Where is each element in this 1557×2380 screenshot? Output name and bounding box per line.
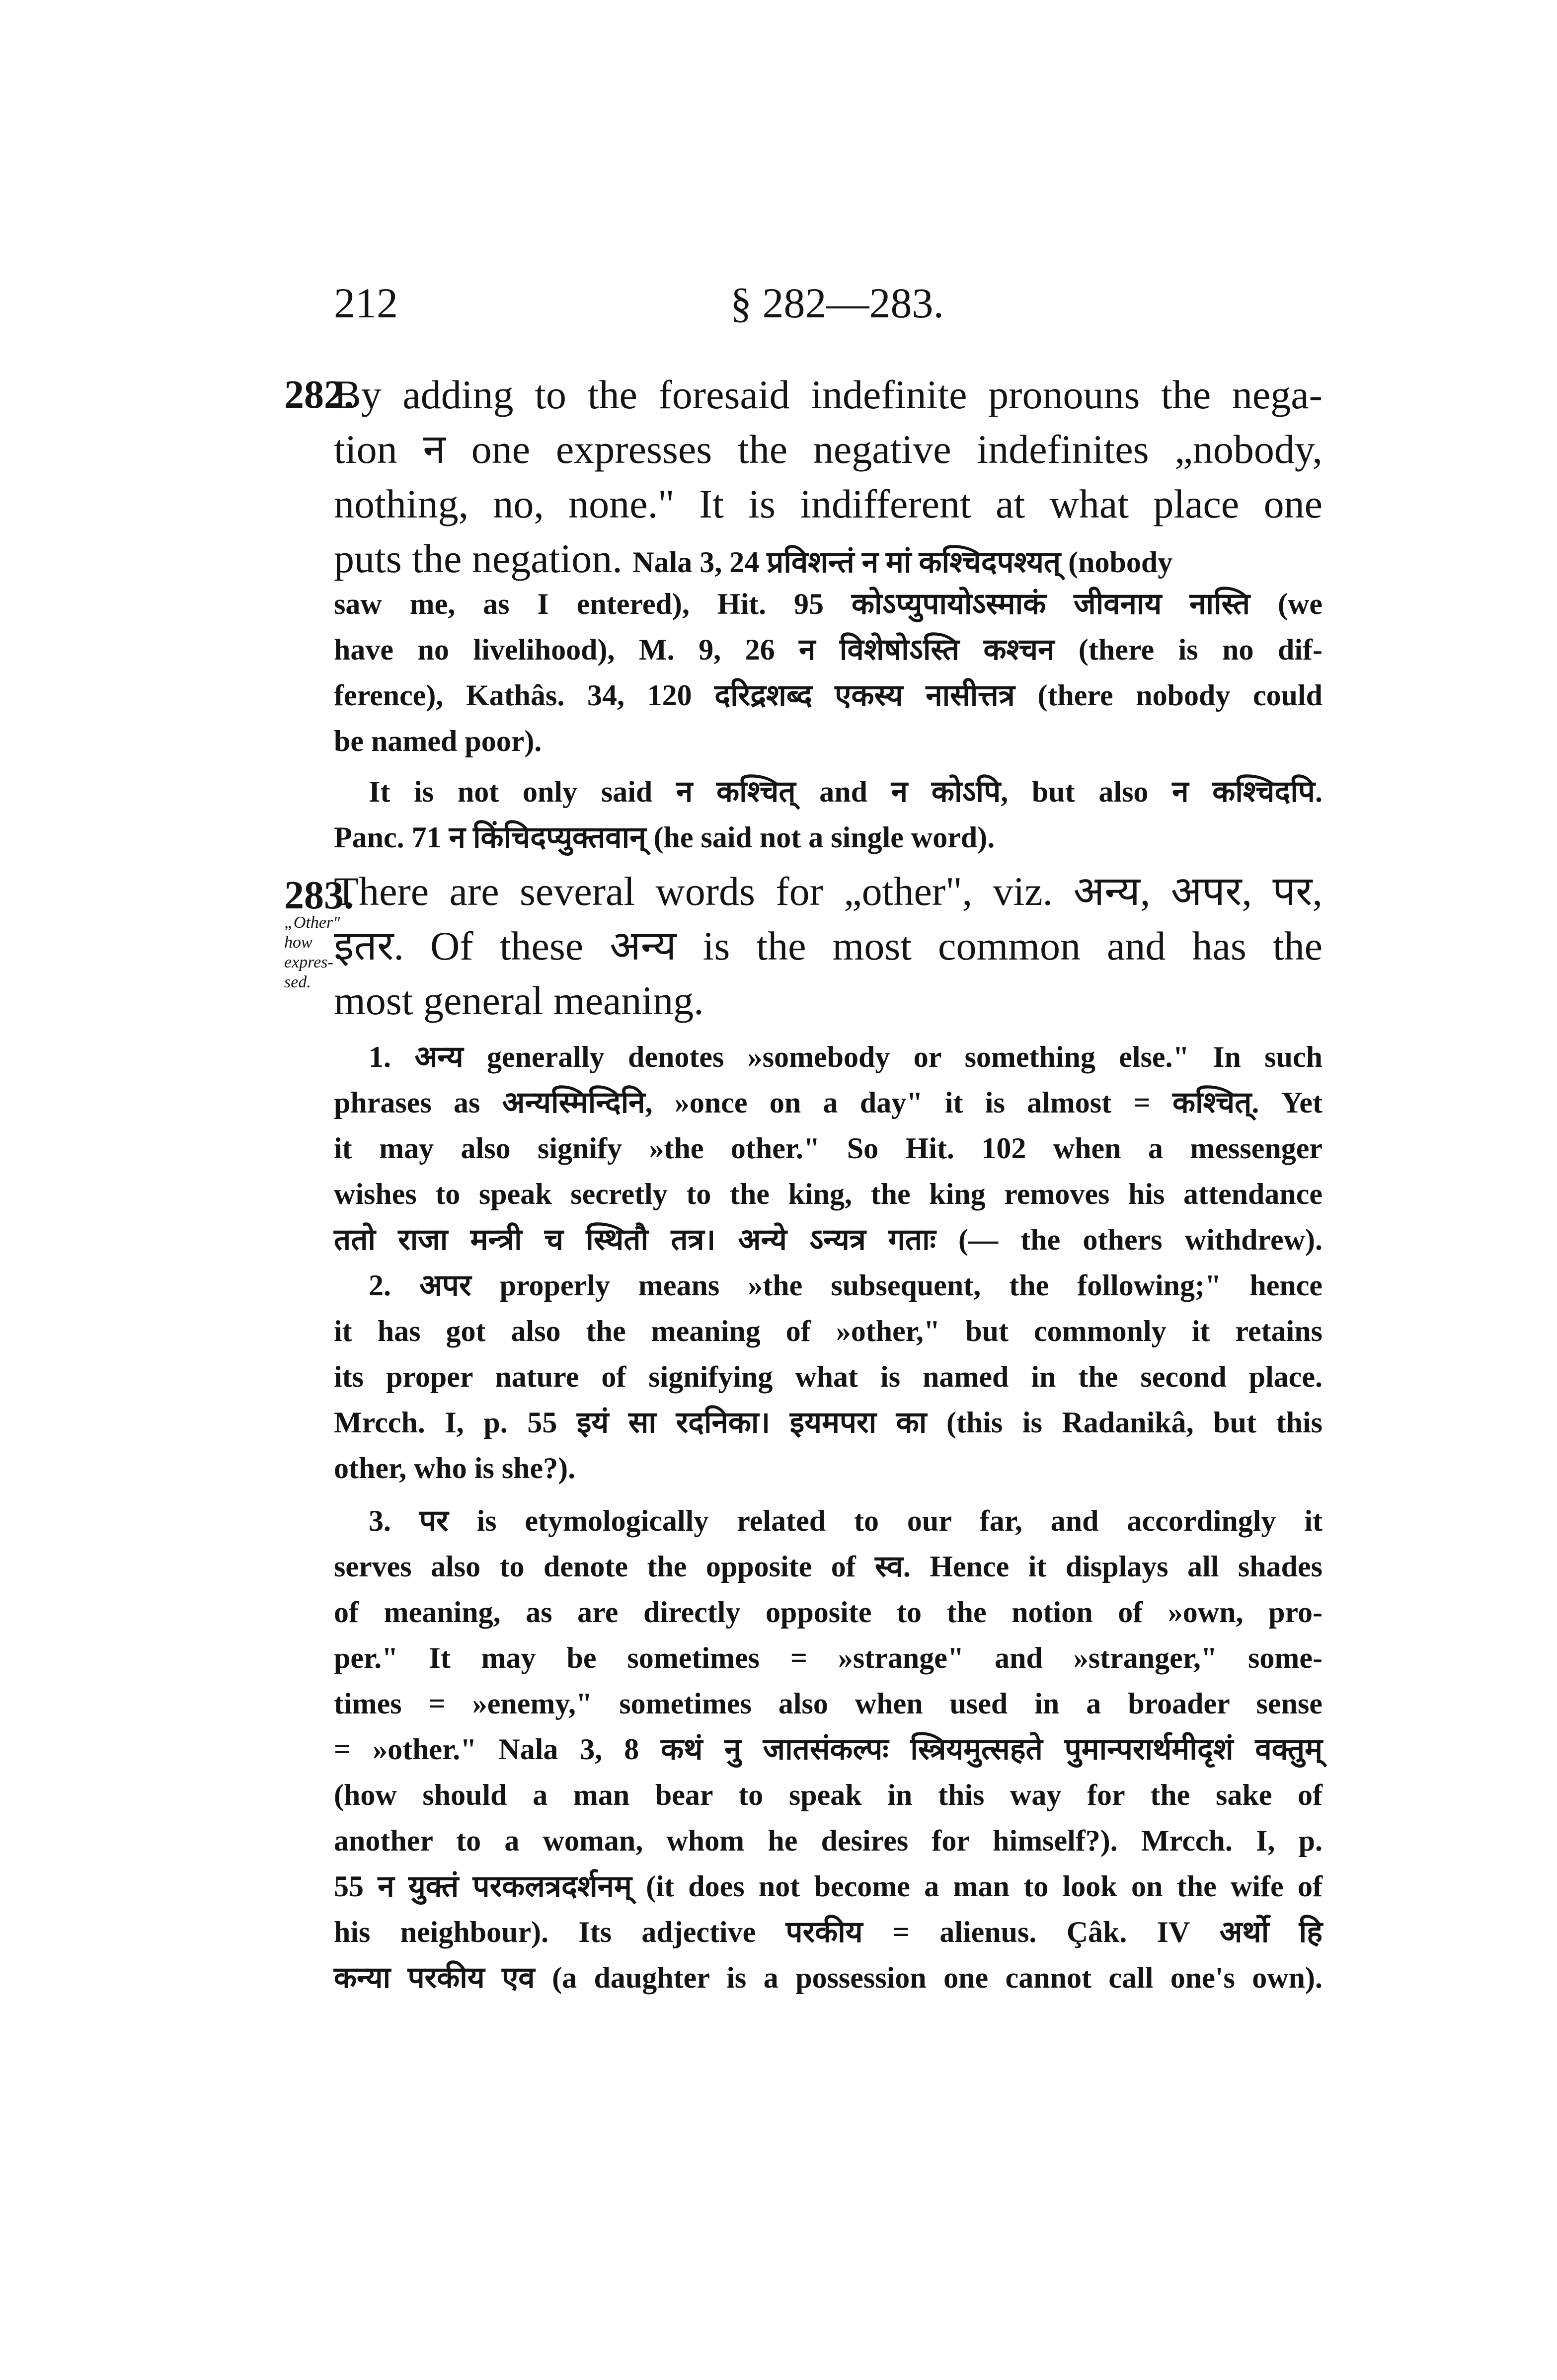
item3-line-1: 3. पर is etymologically related to our far, and accordingly it: [369, 1504, 1323, 1537]
item2-line-1: 2. अपर properly means »the subsequent, the following;" hence: [369, 1269, 1323, 1302]
sec282-line-4-lead: puts the negation.: [334, 536, 633, 581]
item3-line-7: (how should a man bear to speak in this way for the sake of: [334, 1779, 1323, 1811]
item3-line-8: another to a woman, whom he desires for himself?). Mrcch. I, p.: [334, 1824, 1323, 1857]
item3-line-9: 55 न युक्तं परकलत्रदर्शनम् (it does not become a man to look on the wife of: [334, 1870, 1323, 1903]
section-number-282: 282.: [284, 373, 354, 417]
sec282-line-2: tion न one expresses the negative indefinites „nobody,: [334, 427, 1323, 472]
sec283-line-3: most general meaning.: [334, 978, 704, 1023]
item3-line-4: per." It may be sometimes = »strange" and »stranger," some-: [334, 1641, 1323, 1674]
page-number: 212: [334, 279, 398, 327]
item1-line-1: 1. अन्य generally denotes »somebody or something else." In such: [369, 1041, 1323, 1073]
sec283-item-1: [334, 1034, 1323, 1263]
sec283-item-3: [334, 1498, 1323, 2001]
margin-note-line-2: how: [284, 933, 312, 952]
item3-line-3: of meaning, as are directly opposite to the notion of »own, pro-: [334, 1596, 1323, 1629]
item1-line-5: ततो राजा मन्त्री च स्थितौ तत्र। अन्ये ऽन्यत्र गताः (— the others withdrew).: [334, 1223, 1323, 1256]
item2-line-5: other, who is she?).: [334, 1452, 576, 1485]
item3-line-6: = »other." Nala 3, 8 कथं नु जातसंकल्पः स्त्रियमुत्सहते पुमान्परार्थमीदृशं वक्तुम्: [334, 1733, 1323, 1766]
sec282-para2-line-1: It is not only said न कश्चित् and न कोऽपि, but also न कश्चिदपि.: [369, 775, 1323, 808]
section-282-body: [334, 368, 1323, 860]
item2-line-2: it has got also the meaning of »other," but commonly it retains: [334, 1315, 1323, 1347]
item3-line-11: कन्या परकीय एव (a daughter is a possession one cannot call one's own).: [334, 1961, 1323, 1994]
sec283-line-1: There are several words for „other", viz. अन्य, अपर, पर,: [334, 869, 1323, 914]
item1-line-2: phrases as अन्यस्मिन्दिनि, »once on a day" it is almost = कश्चित्. Yet: [334, 1086, 1323, 1119]
sec282-line-3: nothing, no, none." It is indifferent at what place one: [334, 481, 1323, 526]
sec282-example-line-1: saw me, as I entered), Hit. 95 कोऽप्युपायोऽस्माकं जीवनाय नास्ति (we: [334, 588, 1323, 620]
item3-line-10: his neighbour). Its adjective परकीय = alienus. Çâk. IV अर्थो हि: [334, 1916, 1323, 1948]
section-283-body: [334, 864, 1323, 2001]
margin-note-line-1: „Other": [284, 913, 340, 932]
item1-line-4: wishes to speak secretly to the king, the king removes his attendance: [334, 1178, 1323, 1210]
sec282-line-1: By adding to the foresaid indefinite pronouns the nega-: [334, 372, 1323, 417]
sec282-line-4-example: Nala 3, 24 प्रविशन्तं न मां कश्चिदपश्यत् (nobody: [632, 546, 1173, 579]
sec283-line-2: इतर. Of these अन्य is the most common and has the: [334, 923, 1323, 968]
sec282-example-line-4: be named poor).: [334, 725, 542, 757]
section-range-heading: § 282—283.: [730, 279, 944, 327]
sec282-example-line-3: ference), Kathâs. 34, 120 दरिद्रशब्द एकस्य नासीत्तत्र (there nobody could: [334, 679, 1323, 712]
section-number-283: 283.: [284, 874, 354, 917]
item3-line-2: serves also to denote the opposite of स्व. Hence it displays all shades: [334, 1550, 1323, 1583]
item1-line-3: it may also signify »the other." So Hit. 102 when a messenger: [334, 1132, 1323, 1165]
sec283-item-2: [334, 1263, 1323, 1491]
sec282-para2-line-2: Panc. 71 न किंचिदप्युक्तवान् (he said not a single word).: [334, 821, 995, 854]
sec282-example-line-2: have no livelihood), M. 9, 26 न विशेषोऽस्ति कश्चन (there is no dif-: [334, 633, 1323, 666]
margin-note-line-3: expres-: [284, 953, 333, 971]
item3-line-5: times = »enemy," sometimes also when used in a broader sense: [334, 1687, 1323, 1720]
margin-note-line-4: sed.: [284, 973, 311, 991]
margin-note-other: [284, 913, 340, 992]
sec282-line-4: [334, 531, 1323, 581]
item2-line-3: its proper nature of signifying what is named in the second place.: [334, 1360, 1323, 1393]
item2-line-4: Mrcch. I, p. 55 इयं सा रदनिका। इयमपरा का (this is Radanikâ, but this: [334, 1406, 1323, 1439]
